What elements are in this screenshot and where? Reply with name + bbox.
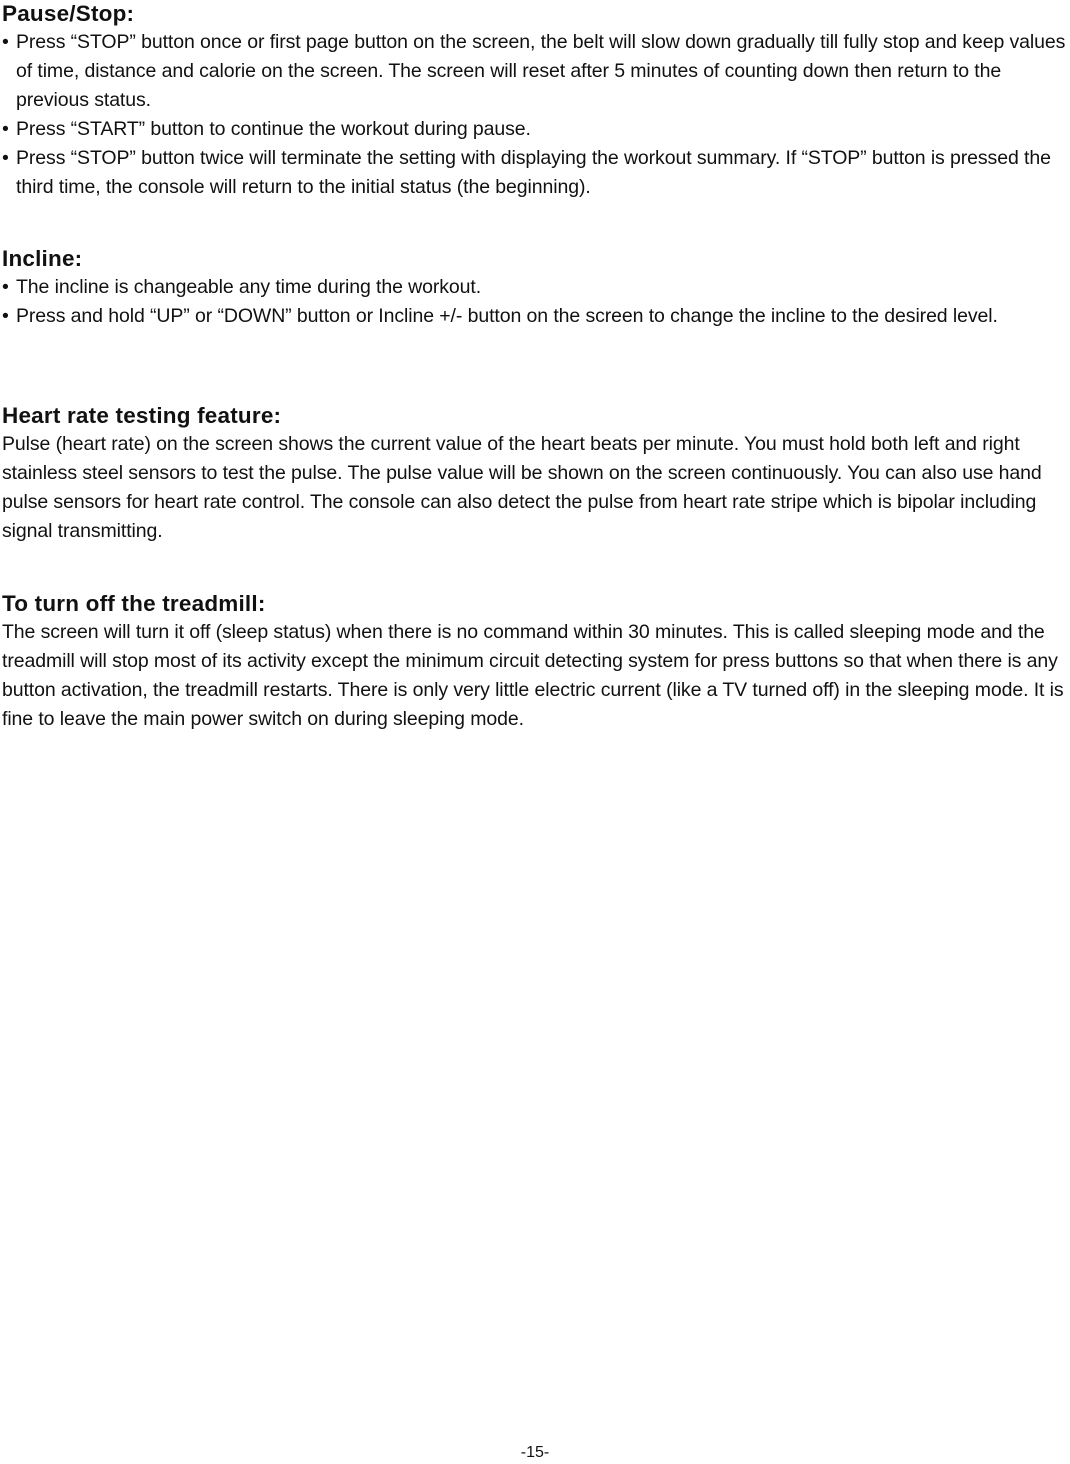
pause-stop-bullet <box>2 115 1070 144</box>
bullet-dot: • <box>2 305 9 327</box>
turn-off-section <box>2 590 1070 734</box>
incline-bullet <box>2 302 1070 331</box>
heart-rate-heading: Heart rate testing feature: <box>2 403 282 428</box>
bullet-dot: • <box>2 118 9 140</box>
pause-stop-bullet <box>2 28 1070 115</box>
incline-heading: Incline: <box>2 246 83 271</box>
bullet-text: The incline is changeable any time during the workout. <box>16 276 482 298</box>
bullet-dot: • <box>2 276 9 298</box>
heart-rate-paragraph: Pulse (heart rate) on the screen shows the current value of the heart beats per minute. You must hold both left and right stainless steel sensors to test the pulse. The pulse value will be shown on the screen continuously. You can also use hand pulse sensors for heart rate control. The console can also detect the pulse from heart rate stripe which is bipolar including signal transmitting. <box>2 433 1042 542</box>
bullet-text: Press “STOP” button once or first page button on the screen, the belt will slow down gradually till fully stop and keep values of time, distance and calorie on the screen. The screen will reset after 5 minutes of counting down then return to the previous status. <box>16 31 1066 111</box>
heart-rate-section <box>2 402 1070 546</box>
bullet-text: Press “STOP” button twice will terminate the setting with displaying the workout summary. If “STOP” button is pressed the third time, the console will return to the initial status (the beginning). <box>16 147 1051 198</box>
bullet-dot: • <box>2 147 9 169</box>
pause-stop-bullet <box>2 144 1070 202</box>
pause-stop-section <box>2 0 1070 202</box>
page-number: -15- <box>520 1444 550 1461</box>
bullet-text: Press and hold “UP” or “DOWN” button or Incline +/- button on the screen to change the incline to the desired level. <box>16 305 998 327</box>
bullet-dot: • <box>2 31 9 53</box>
incline-bullet <box>2 273 1070 302</box>
turn-off-paragraph: The screen will turn it off (sleep status) when there is no command within 30 minutes. This is called sleeping mode and the treadmill will stop most of its activity except the minimum circuit detecting system for press buttons so that when there is any button activation, the treadmill restarts. There is only very little electric current (like a TV turned off) in the sleeping mode. It is fine to leave the main power switch on during sleeping mode. <box>2 621 1064 730</box>
pause-stop-heading: Pause/Stop: <box>2 1 135 26</box>
turn-off-heading: To turn off the treadmill: <box>2 591 266 616</box>
bullet-text: Press “START” button to continue the workout during pause. <box>16 118 531 140</box>
incline-section <box>2 245 1070 331</box>
